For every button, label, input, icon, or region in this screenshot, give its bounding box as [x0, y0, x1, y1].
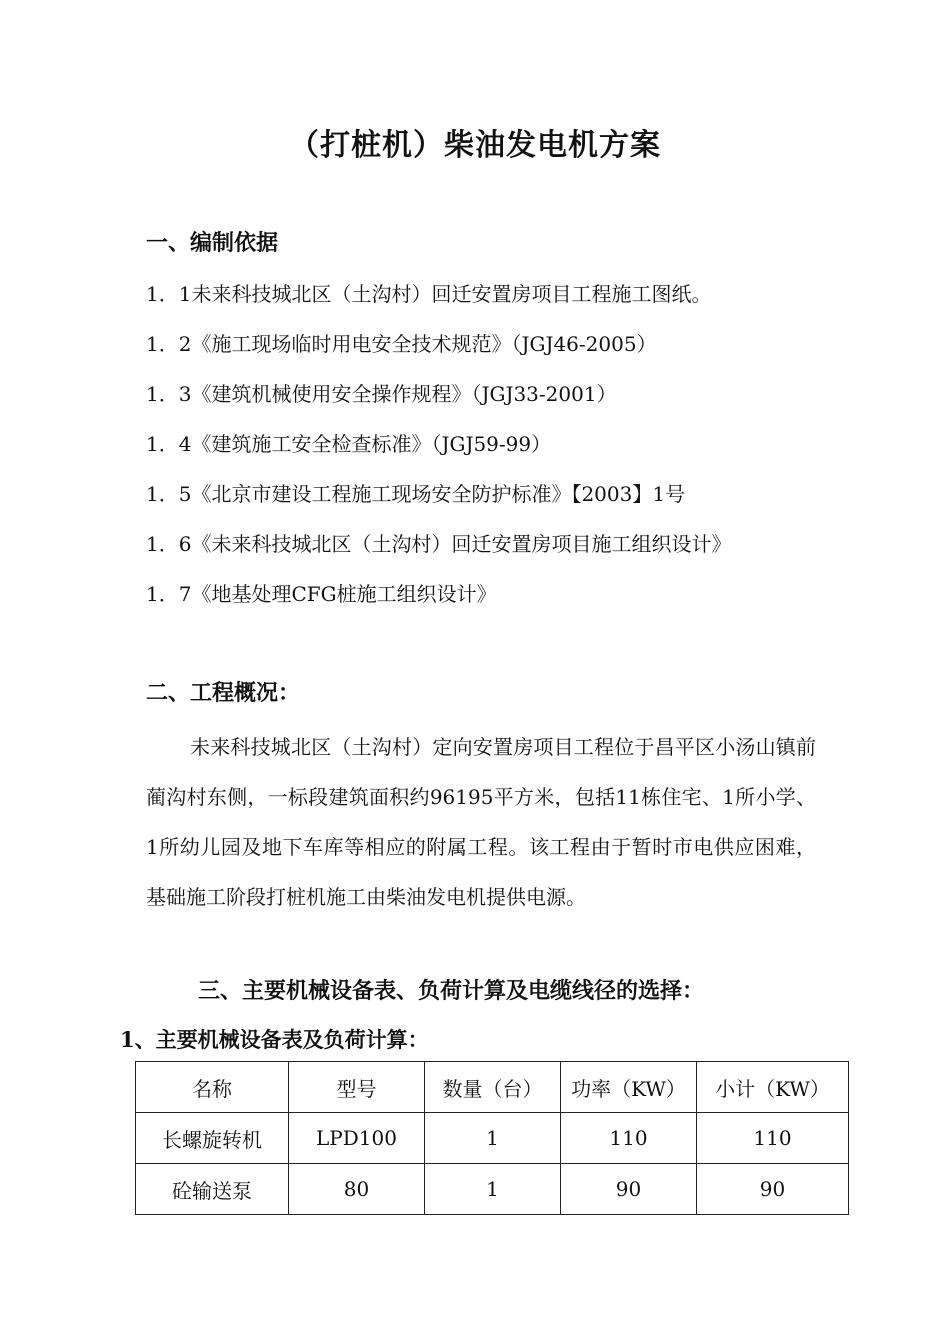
table-row [136, 1164, 849, 1215]
basis-item-1: 1．1未来科技城北区（土沟村）回迁安置房项目工程施工图纸。 [146, 282, 712, 306]
section2-heading: 二、工程概况： [146, 680, 301, 706]
page-title: （打桩机）柴油发电机方案 [289, 128, 661, 163]
basis-item-4: 1．4《建筑施工安全检查标准》（JGJ59-99） [146, 432, 552, 456]
basis-item-2: 1．2《施工现场临时用电安全技术规范》（JGJ46-2005） [146, 332, 657, 356]
overview-paragraph-block [146, 722, 816, 922]
overview-paragraph: 未来科技城北区（土沟村）定向安置房项目工程位于昌平区小汤山镇前蔺沟村东侧，一标段建筑面积约96195平方米，包括11栋住宅、1所小学、1所幼儿园及地下车库等相应的附属工程。该工程由于暂时市电供应困难，基础施工阶段打桩机施工由柴油发电机提供电源。 [146, 735, 816, 909]
header-power: 功率（KW） [561, 1062, 697, 1113]
header-name: 名称 [136, 1062, 289, 1113]
section1-heading: 一、编制依据 [146, 230, 279, 256]
header-subtotal: 小计（KW） [697, 1062, 849, 1113]
cell-quantity: 1 [425, 1164, 561, 1215]
cell-model: LPD100 [289, 1113, 425, 1164]
header-quantity: 数量（台） [425, 1062, 561, 1113]
basis-item-3: 1．3《建筑机械使用安全操作规程》（JGJ33-2001） [146, 382, 617, 406]
cell-power: 110 [561, 1113, 697, 1164]
basis-item-7: 1．7《地基处理CFG桩施工组织设计》 [146, 582, 497, 606]
table-row [136, 1113, 849, 1164]
cell-model: 80 [289, 1164, 425, 1215]
basis-item-6: 1．6《未来科技城北区（土沟村）回迁安置房项目施工组织设计》 [146, 532, 732, 556]
basis-item-5: 1．5《北京市建设工程施工现场安全防护标准》【2003】1号 [146, 482, 686, 506]
equipment-table [135, 1061, 849, 1215]
section3-subheading: 1、主要机械设备表及负荷计算： [120, 1027, 429, 1052]
header-model: 型号 [289, 1062, 425, 1113]
cell-quantity: 1 [425, 1113, 561, 1164]
cell-power: 90 [561, 1164, 697, 1215]
cell-subtotal: 90 [697, 1164, 849, 1215]
cell-subtotal: 110 [697, 1113, 849, 1164]
cell-name: 砼输送泵 [136, 1164, 289, 1215]
table-header-row [136, 1062, 849, 1113]
cell-name: 长螺旋转机 [136, 1113, 289, 1164]
section3-heading: 三、主要机械设备表、负荷计算及电缆线径的选择： [198, 978, 705, 1004]
